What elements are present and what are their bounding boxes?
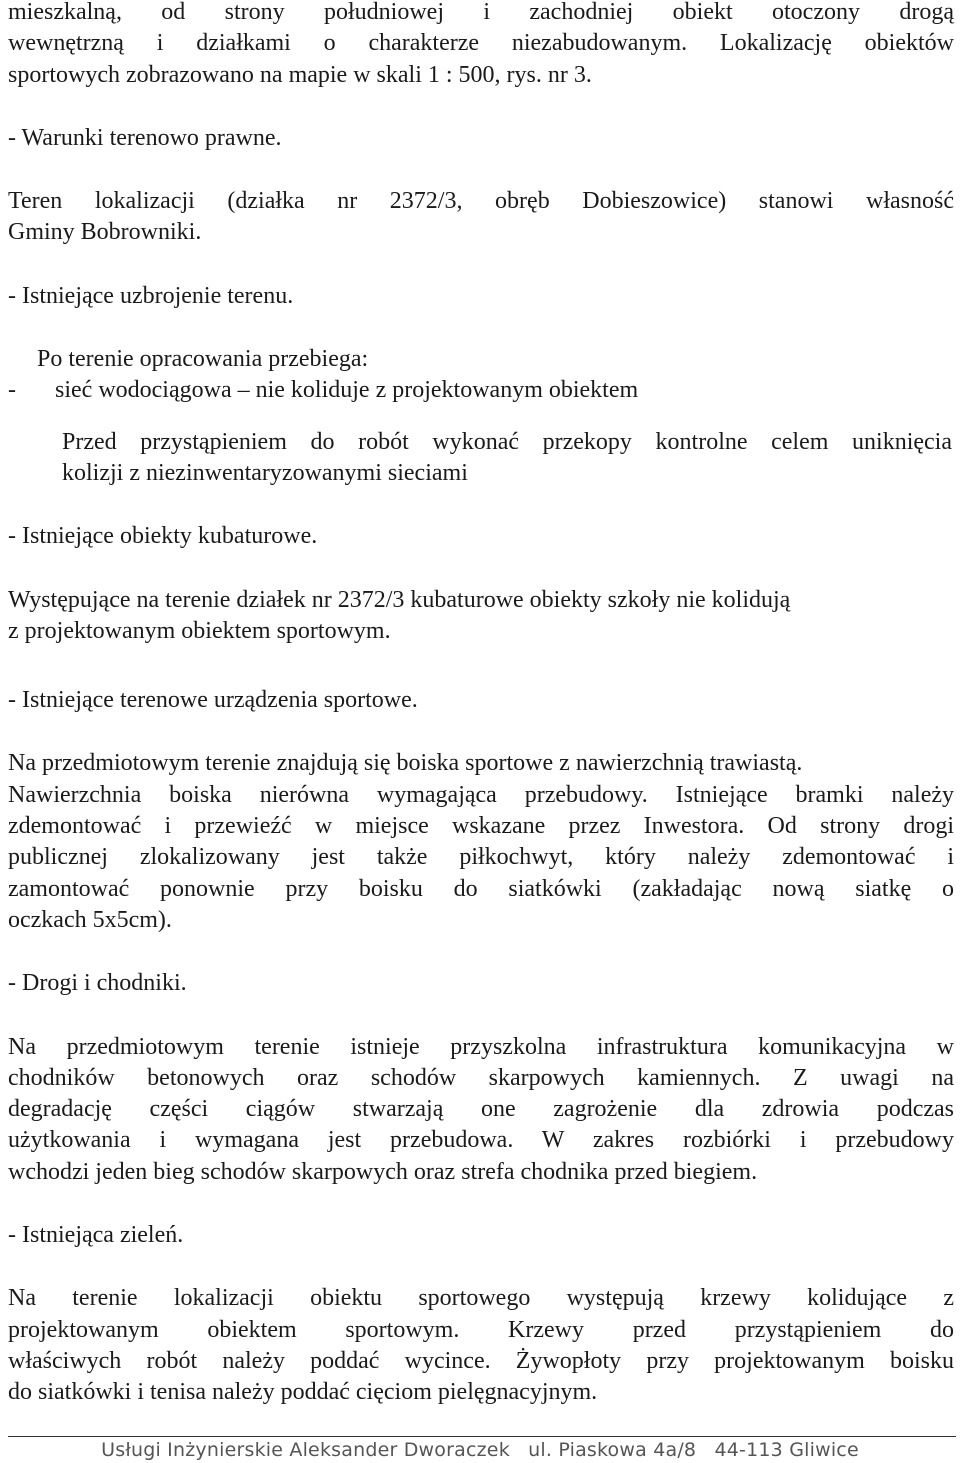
document-page (8, 0, 954, 1409)
text-line: oczkach 5x5cm). (8, 906, 172, 933)
heading-drogi (8, 968, 954, 999)
list-item-text: sieć wodociągowa – nie koliduje z projektowanym obiektem (55, 377, 639, 404)
heading-kubaturowe (8, 521, 954, 552)
text-line: Nawierzchnia boiska nierówna wymagająca przebudowy. Istniejące bramki należy (8, 781, 954, 808)
text-line: Teren lokalizacji (działka nr 2372/3, obręb Dobieszowice) stanowi własność (8, 188, 954, 215)
text-line: do siatkówki i tenisa należy poddać cięciom pielęgnacyjnym. (8, 1379, 598, 1406)
zielen-paragraph (8, 1283, 954, 1408)
section-heading: - Warunki terenowo prawne. (8, 124, 282, 151)
text-line: mieszkalną, od strony południowej i zachodniej obiekt otoczony drogą (8, 0, 954, 25)
section-heading: - Istniejące uzbrojenie terenu. (8, 282, 294, 309)
text-line: Po terenie opracowania przebiega: (37, 346, 369, 373)
section-heading: - Istniejąca zieleń. (8, 1222, 184, 1249)
heading-zielen (8, 1220, 954, 1251)
text-line: Na przedmiotowym terenie znajdują się boiska sportowe z nawierzchnią trawiastą. (8, 750, 803, 777)
kubaturowe-paragraph (8, 585, 954, 648)
section-heading: - Istniejące obiekty kubaturowe. (8, 523, 318, 550)
text-line: chodników betonowych oraz schodów skarpowych kamiennych. Z uwagi na (8, 1064, 954, 1091)
footer-street: ul. Piaskowa 4a/8 (528, 1439, 697, 1461)
drogi-paragraph (8, 1032, 954, 1188)
text-line: degradację części ciągów stwarzają one zagrożenie dla zdrowia podczas (8, 1096, 954, 1123)
text-line: zamontować ponownie przy boisku do siatkówki (zakładając nową siatkę o (8, 875, 954, 902)
text-line: właściwych robót należy poddać wycince. Żywopłoty przy projektowanym boisku (8, 1347, 954, 1374)
section-heading: - Drogi i chodniki. (8, 970, 187, 997)
text-line: Występujące na terenie działek nr 2372/3 kubaturowe obiekty szkoły nie kolidują (8, 586, 791, 613)
text-line: wchodzi jeden bieg schodów skarpowych oraz strefa chodnika przed biegiem. (8, 1158, 758, 1185)
text-line: wewnętrzną i działkami o charakterze niezabudowanym. Lokalizację obiektów (8, 30, 954, 57)
footer-company: Usługi Inżynierskie Aleksander Dworaczek (101, 1439, 510, 1461)
list-dash: - (8, 377, 16, 404)
text-line: zdemontować i przewieźć w miejsce wskazane przez Inwestora. Od strony drogi (8, 813, 954, 840)
text-line: kolizji z niezinwentaryzowanymi sieciami (62, 459, 468, 486)
intro-paragraph (8, 0, 954, 91)
text-line: Gminy Bobrowniki. (8, 219, 202, 246)
text-line: Przed przystąpieniem do robót wykonać przekopy kontrolne celem uniknięcia (62, 428, 952, 455)
warunki-paragraph (8, 186, 954, 249)
heading-warunki (8, 123, 954, 154)
uzbrojenie-intro (8, 344, 954, 375)
text-line: Na terenie lokalizacji obiektu sportowego występują krzewy kolidujące z (8, 1285, 954, 1312)
section-heading: - Istniejące terenowe urządzenia sportowe. (8, 687, 418, 714)
footer-city: 44-113 Gliwice (714, 1439, 859, 1461)
text-line: z projektowanym obiektem sportowym. (8, 617, 391, 644)
text-line: Na przedmiotowym terenie istnieje przyszkolna infrastruktura komunikacyjna w (8, 1033, 954, 1060)
uzbrojenie-note (8, 427, 954, 490)
text-line: projektowanym obiektem sportowym. Krzewy przed przystąpieniem do (8, 1316, 954, 1343)
uzbrojenie-list-item (8, 375, 954, 406)
heading-urzadzenia (8, 685, 954, 716)
text-line: użytkowania i wymagana jest przebudowa. W zakres rozbiórki i przebudowy (8, 1127, 954, 1154)
urzadzenia-paragraph (8, 748, 954, 936)
heading-uzbrojenie (8, 281, 954, 312)
footer-divider (8, 1436, 956, 1437)
text-line: sportowych zobrazowano na mapie w skali 1 : 500, rys. nr 3. (8, 61, 592, 88)
page-footer (0, 1439, 960, 1461)
text-line: publicznej zlokalizowany jest także piłkochwyt, który należy zdemontować i (8, 844, 954, 871)
